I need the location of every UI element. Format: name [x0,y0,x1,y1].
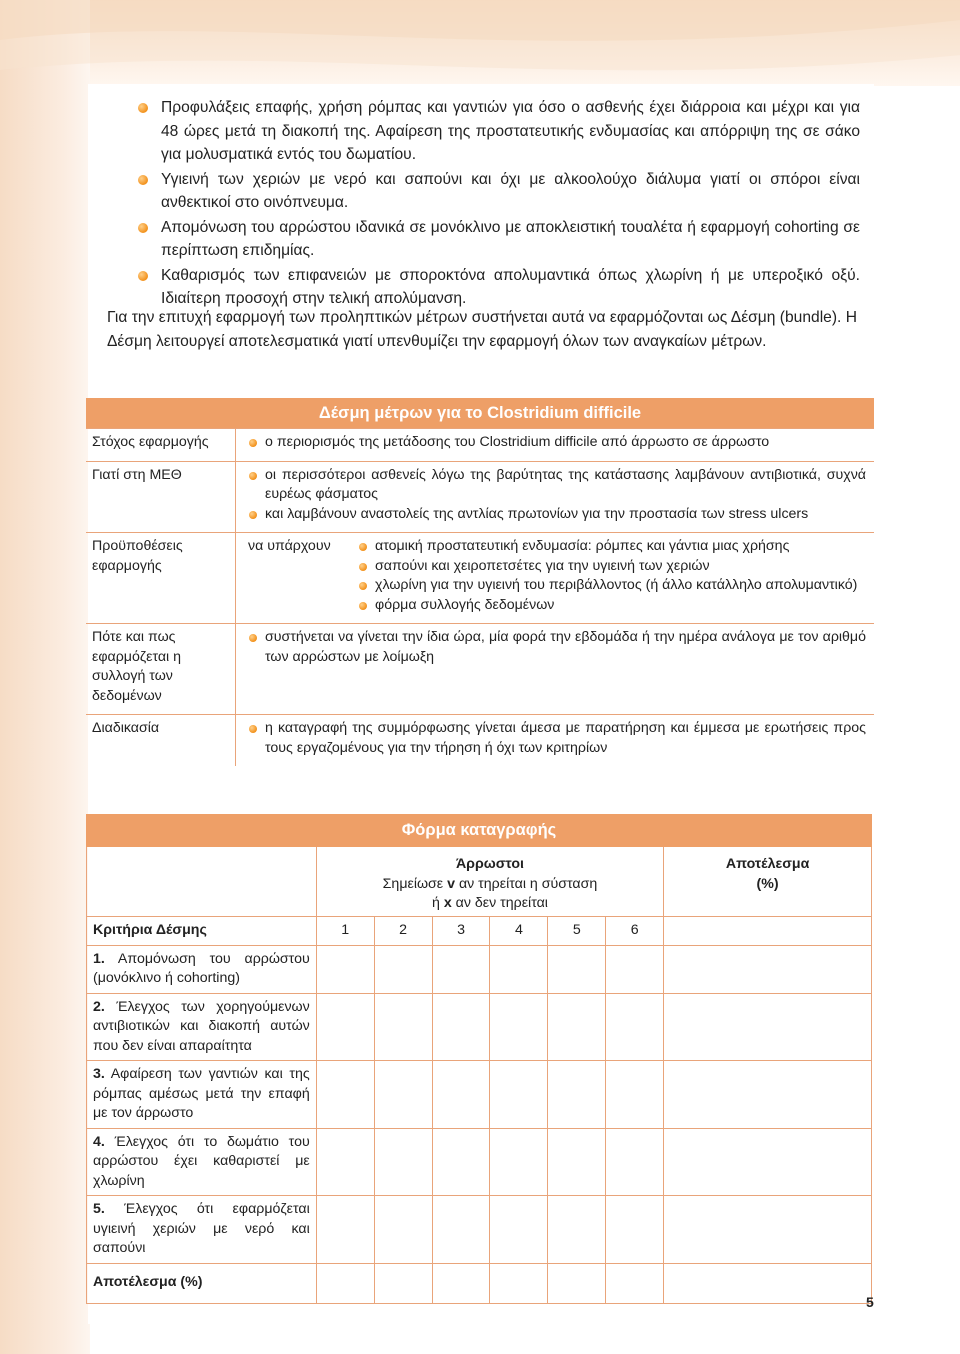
table-row [87,1196,872,1264]
patient-number: 6 [606,917,664,946]
mark-cell[interactable] [316,945,374,993]
bullet-icon [359,563,367,571]
patients-header: Άρρωστοι Σημείωσε v αν τηρείται η σύσταση ή x αν δεν τηρείται [316,847,663,917]
mark-cell[interactable] [316,993,374,1061]
criterion-cell: 3. Αφαίρεση των γαντιών και της ρόμπας αμέσως μετά την επαφή με τον άρρωστο [87,1061,317,1129]
mark-cell[interactable] [490,1196,548,1264]
mark-cell[interactable] [432,945,490,993]
mark-cell[interactable] [490,1061,548,1129]
bundle-row-prerequisites [86,532,874,623]
patient-number: 2 [374,917,432,946]
bundle-row-why-icu [86,461,874,533]
mark-cell[interactable] [316,1263,374,1303]
criterion-cell: 2. Έλεγχος των χορηγούμενων αντιβιοτικών και διακοπή αυτών που δεν είναι απαραίτητα [87,993,317,1061]
bullet-icon [359,543,367,551]
mark-cell[interactable] [432,1263,490,1303]
list-item: συστήνεται να γίνεται την ίδια ώρα, μία φορά την εβδομάδα ή την ημέρα ανάλογα με τον αριθμό των αρρώστων με λοίμωξη [248,628,866,667]
mark-cell[interactable] [374,1196,432,1264]
result-cell[interactable] [664,1263,872,1303]
mark-cell[interactable] [548,1128,606,1196]
mark-cell[interactable] [432,1061,490,1129]
mark-cell[interactable] [432,1196,490,1264]
mark-cell[interactable] [490,945,548,993]
table-row [87,1061,872,1129]
mark-cell[interactable] [548,1196,606,1264]
bullet-icon [138,223,148,233]
bundle-table [86,398,874,766]
mark-cell[interactable] [374,1061,432,1129]
intro-bullet-list [135,96,860,312]
mark-cell[interactable] [374,993,432,1061]
patient-number: 3 [432,917,490,946]
mark-cell[interactable] [606,1061,664,1129]
mark-cell[interactable] [316,1061,374,1129]
bundle-row-goal [86,428,874,461]
criterion-cell: 5. Έλεγχος ότι εφαρμόζεται υγιεινή χεριών με νερό και σαπούνι [87,1196,317,1264]
intro-paragraph: Για την επιτυχή εφαρμογή των προληπτικών μέτρων συστήνεται αυτά να εφαρμόζονται ως Δέσμη (bundle). Η Δέσμη λειτουργεί αποτελεσματικά γιατί υπενθυμίζει την εφαρμογή όλων των αναγκαίων μέτρων. [107,309,857,350]
table-row [87,1263,872,1303]
mark-cell[interactable] [490,993,548,1061]
bullet-icon [249,511,257,519]
bundle-row-label: Γιατί στη ΜΕΘ [86,462,236,533]
table-row [87,993,872,1061]
criteria-header: Κριτήρια Δέσμης [87,917,317,946]
bullet-icon [138,175,148,185]
bundle-row-when-how [86,623,874,714]
mark-cell[interactable] [490,1263,548,1303]
mark-cell[interactable] [606,1263,664,1303]
bundle-row-procedure [86,714,874,766]
bullet-icon [249,439,257,447]
list-item: Απομόνωση του αρρώστου ιδανικά σε μονόκλινο με αποκλειστική τουαλέτα ή εφαρμογή cohorting σε περίπτωση επιδημίας. [135,216,860,263]
page-background-left [0,0,90,1354]
result-row-label: Αποτέλεσμα (%) [87,1263,317,1303]
bullet-icon [138,271,148,281]
list-item: η καταγραφή της συμμόρφωσης γίνεται άμεσα με παρατήρηση και έμμεσα με ερωτήσεις προς τους εργαζομένους για την τήρηση ή όχι των κριτηρίων [248,719,866,758]
bundle-row-label: Διαδικασία [86,715,236,766]
bundle-row-label: Στόχος εφαρμογής [86,429,236,461]
list-item: σαπούνι και χειροπετσέτες για την υγιεινή των χεριών [358,557,866,577]
list-item: Υγιεινή των χεριών με νερό και σαπούνι και όχι με αλκοολούχο διάλυμα γιατί οι σπόροι είναι ανθεκτικοί στο οινόπνευμα. [135,168,860,215]
bullet-icon [359,602,367,610]
bullet-icon [249,725,257,733]
mark-cell[interactable] [548,1061,606,1129]
result-header: Αποτέλεσμα (%) [664,847,872,917]
result-cell[interactable] [664,1196,872,1264]
mark-cell[interactable] [548,945,606,993]
list-item: και λαμβάνουν αναστολείς της αντλίας πρωτονίων για την προστασία των stress ulcers [248,505,866,525]
list-item: φόρμα συλλογής δεδομένων [358,596,866,616]
mark-cell[interactable] [374,1128,432,1196]
patient-number: 5 [548,917,606,946]
mark-cell[interactable] [316,1128,374,1196]
bundle-row-label: Προϋποθέσεις εφαρμογής [86,533,236,623]
mark-cell[interactable] [606,945,664,993]
table-row [87,1128,872,1196]
mark-cell[interactable] [490,1128,548,1196]
mark-cell[interactable] [316,1196,374,1264]
patient-number: 1 [316,917,374,946]
mark-cell[interactable] [548,993,606,1061]
criterion-cell: 1. Απομόνωση του αρρώστου (μονόκλινο ή cohorting) [87,945,317,993]
page-number: 5 [866,1294,874,1310]
bundle-title: Δέσμη μέτρων για το Clostridium difficile [86,398,874,428]
mark-cell[interactable] [606,1196,664,1264]
bullet-icon [249,634,257,642]
mark-cell[interactable] [374,945,432,993]
list-item: ατομική προστατευτική ενδυμασία: ρόμπες και γάντια μιας χρήσης [358,537,866,557]
recording-form-table [86,814,872,1304]
result-cell[interactable] [664,1128,872,1196]
criterion-cell: 4. Έλεγχος ότι το δωμάτιο του αρρώστου έχει καθαριστεί με χλωρίνη [87,1128,317,1196]
bullet-icon [249,472,257,480]
bullet-icon [359,582,367,590]
mark-cell[interactable] [606,993,664,1061]
list-item: οι περισσότεροι ασθενείς λόγω της βαρύτητας της κατάστασης λαμβάνουν αντιβιοτικά, συχνά ευρέως φάσματος [248,466,866,505]
result-cell[interactable] [664,993,872,1061]
mark-cell[interactable] [606,1128,664,1196]
mark-cell[interactable] [548,1263,606,1303]
patient-number: 4 [490,917,548,946]
mark-cell[interactable] [432,993,490,1061]
list-item: Καθαρισμός των επιφανειών με σποροκτόνα απολυμαντικά όπως χλωρίνη ή με υπεροξικό οξύ. Ιδιαίτερη προσοχή στην τελική απολύμανση. [135,264,860,311]
prerequisite-lead: να υπάρχουν [248,538,331,554]
bundle-row-label: Πότε και πως εφαρμόζεται η συλλογή των δεδομένων [86,624,236,714]
mark-cell[interactable] [374,1263,432,1303]
mark-cell[interactable] [432,1128,490,1196]
list-item: χλωρίνη για την υγιεινή του περιβάλλοντος (ή άλλο κατάλληλο απολυμαντικό) [358,576,866,596]
form-title: Φόρμα καταγραφής [87,815,872,847]
result-cell[interactable] [664,945,872,993]
table-row [87,945,872,993]
list-item: ο περιορισμός της μετάδοσης του Clostridium difficile από άρρωστο σε άρρωστο [248,433,866,453]
result-cell[interactable] [664,1061,872,1129]
list-item: Προφυλάξεις επαφής, χρήση ρόμπας και γαντιών για όσο ο ασθενής έχει διάρροια και μέχρι και για 48 ώρες μετά τη διακοπή της. Αφαίρεση της προστατευτικής ενδυμασίας και απόρριψη της σε σάκο για μολυσματικά εντός του δωματίου. [135,96,860,167]
bullet-icon [138,103,148,113]
